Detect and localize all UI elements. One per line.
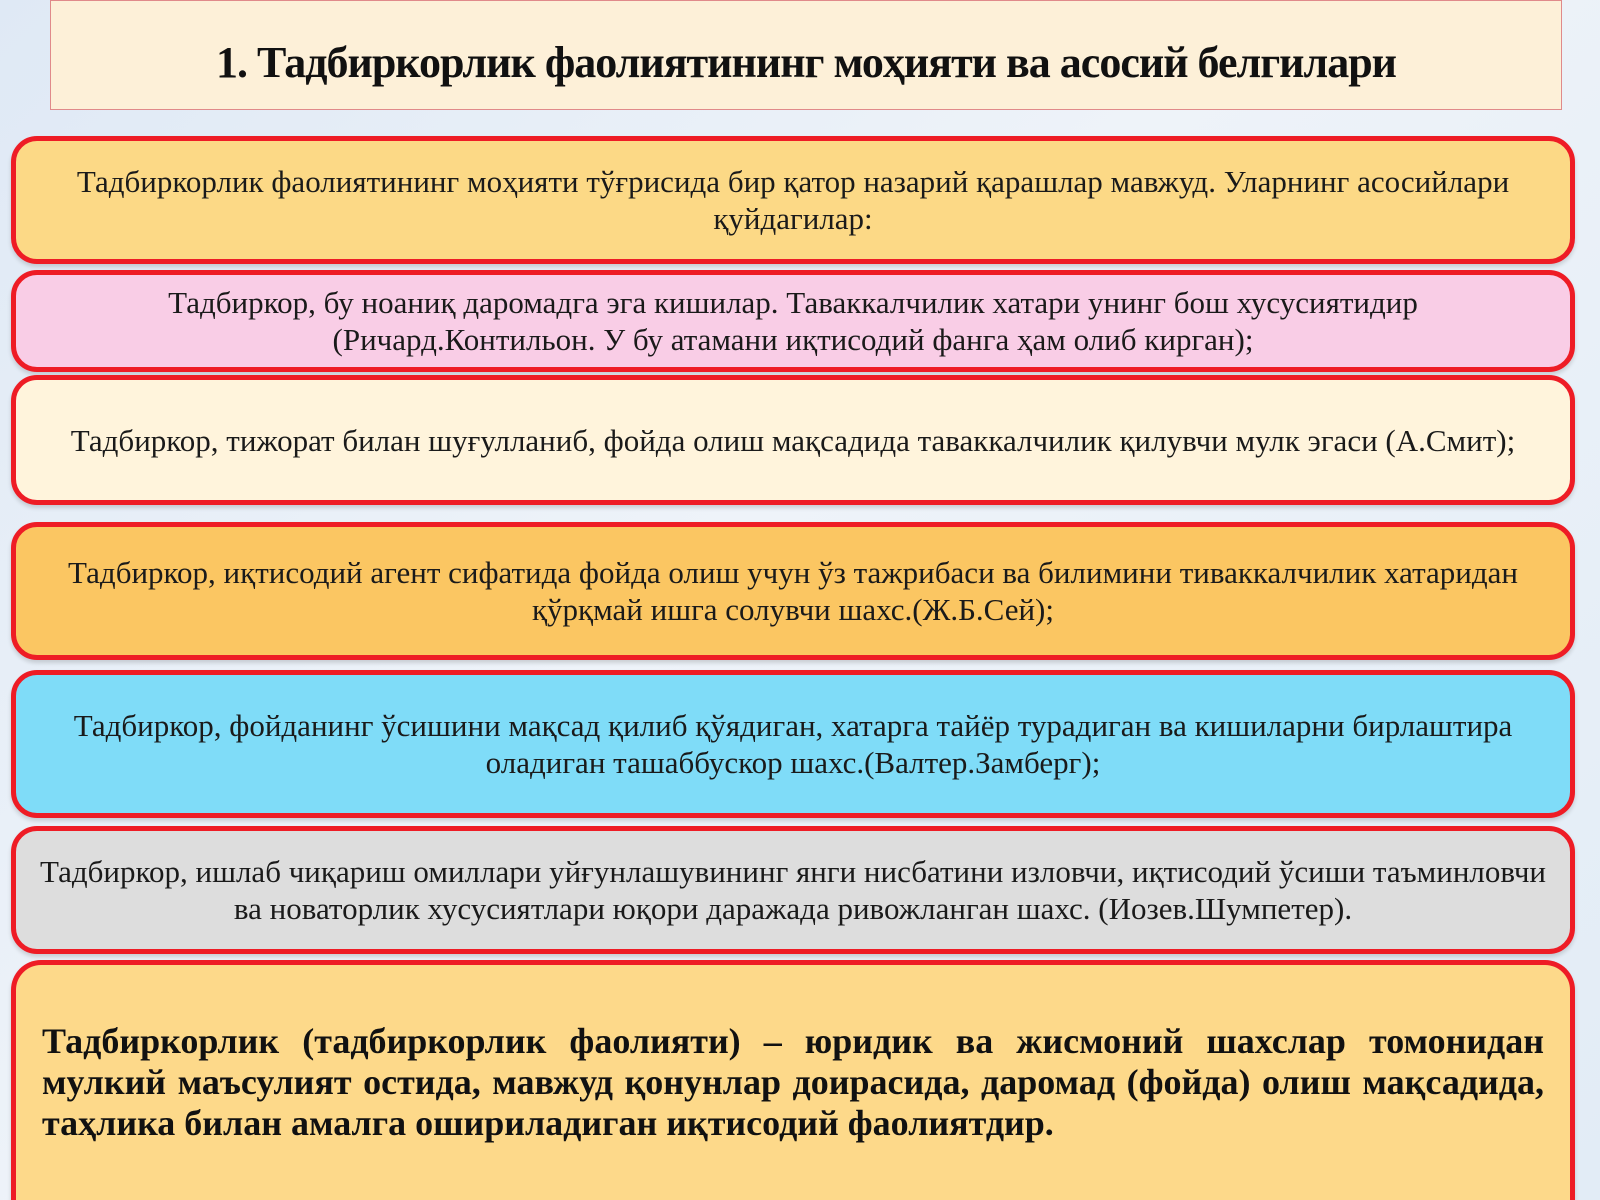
- title-banner: [50, 0, 1562, 110]
- page-title: 1. Тадбиркорлик фаолиятининг моҳияти ва асосий белгилари: [215, 37, 1397, 87]
- schumpeter-text: Тадбиркор, ишлаб чиқариш омиллари уйғунлашувининг янги нисбатини изловчи, иқтисодий ўсиши таъминловчи ва новаторлик хусусиятлари юқори даражада ривожланган шахс. (Иозев.Шумпетер).: [39, 854, 1547, 926]
- zamberg-text: Тадбиркор, фойданинг ўсишини мақсад қилиб қўядиган, хатарга тайёр турадиган ва кишиларни бирлаштира оладиган ташаббускор шахс.(Валтер.Замберг);: [73, 708, 1513, 780]
- say-card: [11, 522, 1575, 660]
- cantillon-card: [11, 270, 1575, 372]
- say-text: Тадбиркор, иқтисодий агент сифатида фойда олиш учун ўз тажрибаси ва билимини тиваккалчилик хатаридан қўрқмай ишга солувчи шахс.(Ж.Б.Сей);: [68, 555, 1518, 627]
- cantillon-text: Тадбиркор, бу ноаниқ даромадга эга кишилар. Таваккалчилик хатари унинг бош хусусиятидир (Ричард.Контильон. У бу атамани иқтисодий фанга ҳам олиб кирган);: [168, 285, 1418, 357]
- smith-text: Тадбиркор, тижорат билан шуғулланиб, фойда олиш мақсадида таваккалчилик қилувчи мулк эгаси (А.Смит);: [70, 422, 1516, 458]
- schumpeter-card: [11, 826, 1575, 954]
- intro-card: [11, 136, 1575, 264]
- definition-card: [11, 960, 1575, 1200]
- intro-text: Тадбиркорлик фаолиятининг моҳияти тўғрисида бир қатор назарий қарашлар мавжуд. Уларнинг асосийлари қуйдагилар:: [76, 164, 1510, 236]
- zamberg-card: [11, 670, 1575, 818]
- definition-text: Тадбиркорлик (тадбиркорлик фаолияти) – юридик ва жисмоний шахслар томонидан мулкий маъсулият остида, мавжуд қонунлар доирасида, даромад (фойда) олиш мақсадида, таҳлика билан амалга ошириладиган иқтисодий фаолиятдир.: [42, 1021, 1544, 1143]
- smith-card: [11, 375, 1575, 505]
